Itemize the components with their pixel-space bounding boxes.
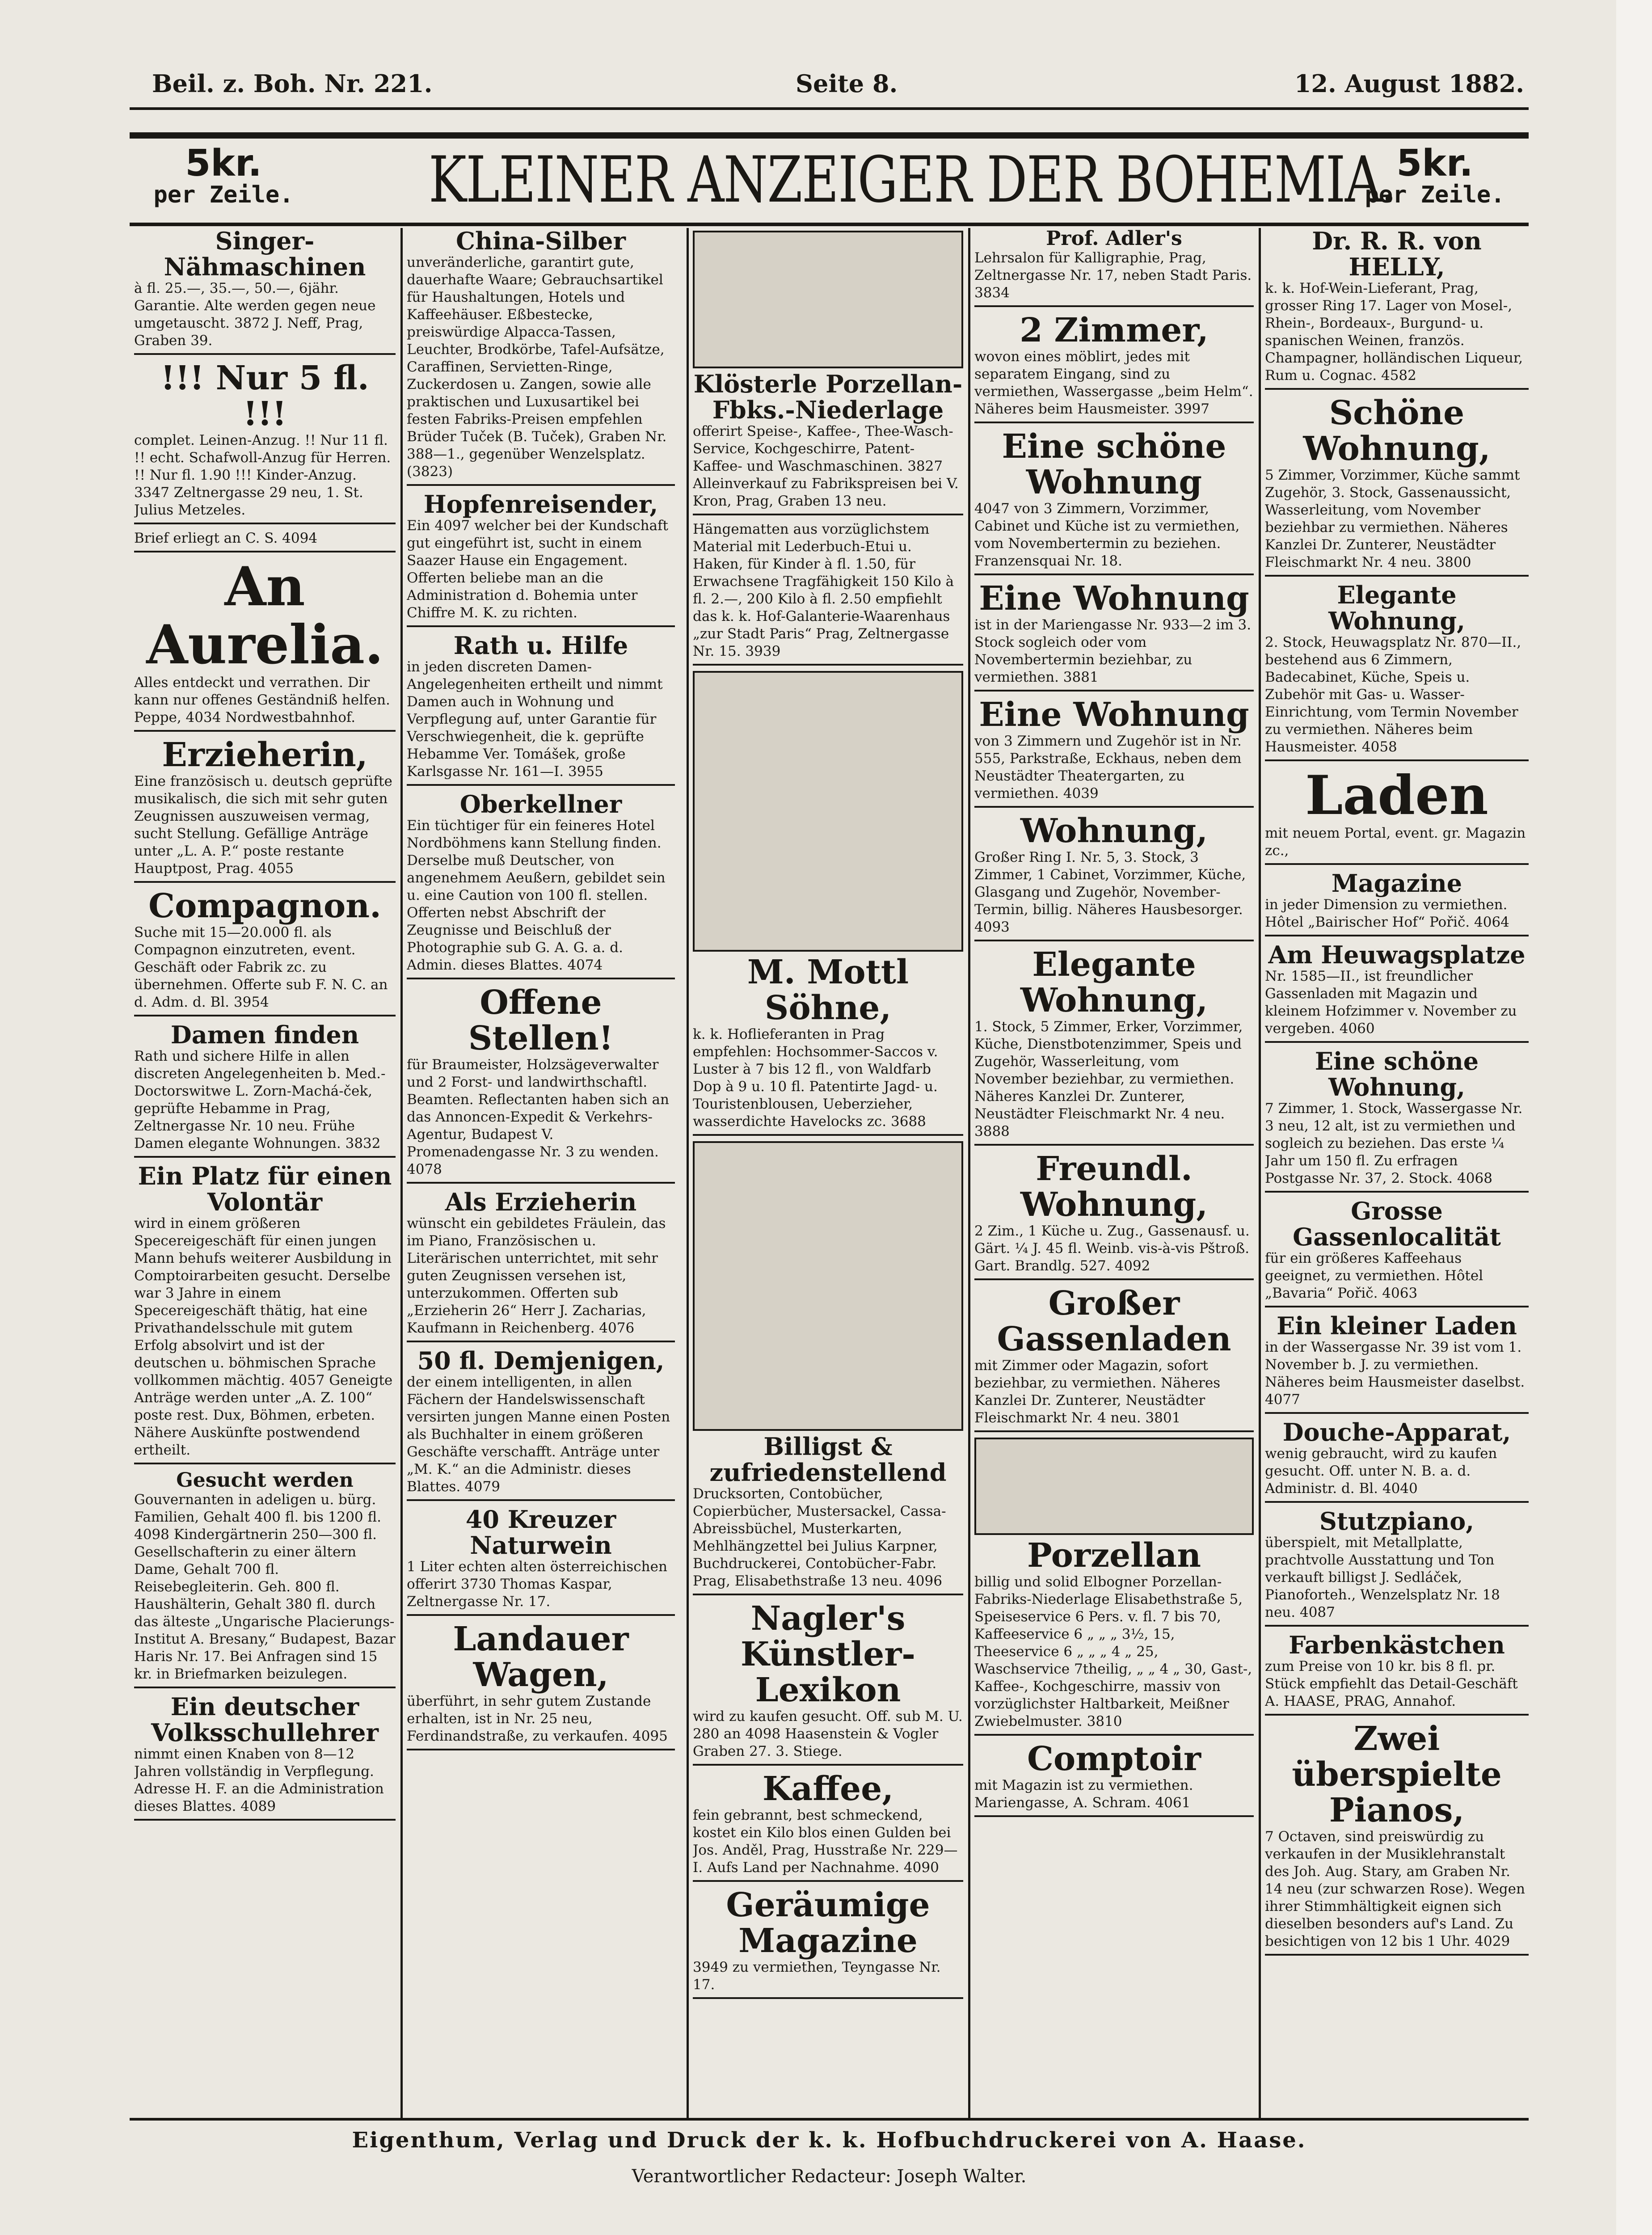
ad-separator: [407, 1614, 675, 1616]
ad-heading: Rath u. Hilfe: [453, 631, 628, 660]
ad-heading: Eine schöne Wohnung,: [1315, 1047, 1479, 1101]
ad-body: 1 Liter echten alten österreichischen offerirt 3730 Thomas Kaspar, Zeltnergasse Nr. 17.: [407, 1559, 667, 1610]
ad-separator: [693, 664, 963, 666]
ad-body: k. k. Hoflieferanten in Prag empfehlen: Hochsommer-Saccos v. Luster à 7 bis 12 fl., von Waldfarb Dop à 9 u. 10 fl. Patentirte Jagd- u. Touristenblousen, Ueberzieher, wasserdichte Havelocks zc. 3688: [693, 1026, 938, 1130]
ad-heading: Elegante Wohnung,: [1328, 581, 1465, 635]
classified-ad: [407, 228, 675, 486]
ad-separator: [693, 1997, 963, 1999]
ad-body: Lehrsalon für Kalligraphie, Prag, Zeltnergasse Nr. 17, neben Stadt Paris. 3834: [974, 250, 1252, 301]
ad-body: Rath und sichere Hilfe in allen discreten Angelegenheiten b. Med.-Doctorswitwe L. Zorn-Machá-ček, geprüfte Hebamme in Prag, Zeltnergasse Nr. 10 neu. Frühe Damen elegante Wohnungen. 3832: [134, 1048, 386, 1151]
ad-separator: [1265, 1041, 1529, 1043]
pot-illustration: [974, 1438, 1254, 1535]
classified-ad: [407, 1506, 675, 1616]
ad-separator: [134, 523, 396, 524]
ad-separator: [134, 353, 396, 355]
ad-heading: Singer-Nähmaschinen: [164, 228, 366, 281]
classified-ad: [134, 1022, 396, 1158]
ad-separator: [1265, 1501, 1529, 1503]
ad-separator: [1265, 1954, 1529, 1956]
ad-heading: Stutzpiano,: [1319, 1507, 1475, 1535]
ad-heading: Prof. Adler's: [1046, 228, 1182, 250]
classified-ad: [134, 737, 396, 883]
ad-separator: [1265, 863, 1529, 865]
column-divider: [687, 228, 689, 2119]
ad-body: 1. Stock, 5 Zimmer, Erker, Vorzimmer, Küche, Dienstbotenzimmer, Speis und Zugehör, Wasserleitung, vom November beziehbar, zu vermiethen. Näheres Kanzlei Dr. Zunterer, Neustädter Fleischmarkt Nr. 4 neu. 3888: [974, 1019, 1243, 1139]
classified-ad: [974, 697, 1254, 808]
classified-ad: [974, 1741, 1254, 1817]
header-date: 12. August 1882.: [1294, 69, 1524, 98]
ad-separator: [693, 1764, 963, 1766]
ad-heading: Als Erzieherin: [445, 1188, 637, 1216]
ad-heading: An Aurelia.: [146, 555, 384, 676]
ad-body: unveränderliche, garantirt gute, dauerhafte Waare; Gebrauchsartikel für Haushaltungen, Hotels und Kaffeehäuser. Eßbestecke, preiswürdige Alpacca-Tassen, Leuchter, Brodkörbe, Tafel-Aufsätze, Caraffinen, Servietten-Ringe, Zuckerdosen u. Zangen, sowie alle praktischen und Luxusartikel bei festen Fabriks-Preisen empfehlen Brüder Tuček (B. Tuček), Graben Nr. 388—1., gegenüber Wenzelsplatz. (3823): [407, 254, 667, 480]
ad-separator: [974, 940, 1254, 941]
ad-separator: [974, 1430, 1254, 1432]
ad-body: ist in der Mariengasse Nr. 933—2 im 3. Stock sogleich oder vom Novembertermin beziehbar, zu vermiethen. 3881: [974, 617, 1252, 685]
ad-heading: Compagnon.: [148, 887, 381, 925]
ad-body: mit neuem Portal, event. gr. Magazin zc.,: [1265, 825, 1526, 859]
ad-body: zum Preise von 10 kr. bis 8 fl. pr. Stück empfiehlt das Detail-Geschäft A. HAASE, PRAG, Annahof.: [1265, 1658, 1518, 1709]
classified-ad: [1265, 764, 1529, 865]
ad-body: 7 Zimmer, 1. Stock, Wassergasse Nr. 3 neu, 12 alt, ist zu vermiethen und sogleich zu beziehen. Das erste ¼ Jahr um 150 fl. Zu erfragen Postgasse Nr. 37, 2. Stock. 4068: [1265, 1101, 1523, 1186]
ad-body: mit Magazin ist zu vermiethen. Mariengasse, A. Schram. 4061: [974, 1777, 1193, 1811]
ad-body: Eine französisch u. deutsch geprüfte musikalisch, die sich mit sehr guten Zeugnissen auszuweisen vermag, sucht Stellung. Gefällige Anträge unter „L. A. P.“ poste restante Hauptpost, Prag. 4055: [134, 773, 392, 877]
ad-heading: Eine Wohnung: [979, 579, 1249, 618]
ad-separator: [1265, 759, 1529, 761]
classified-ad: [974, 429, 1254, 575]
ad-heading: Ein kleiner Laden: [1277, 1311, 1517, 1340]
ad-separator: [1265, 388, 1529, 390]
classified-ad: [693, 1771, 963, 1882]
ad-body: offerirt Speise-, Kaffee-, Thee-Wasch-Service, Kochgeschirre, Patent-Kaffee- und Waschmaschinen. 3827 Alleinverkauf zu Fabrikspreisen bei V. Kron, Prag, Graben 13 neu.: [693, 423, 959, 509]
ad-body: Drucksorten, Contobücher, Copierbücher, Mustersackel, Cassa-Abreissbüchel, Musterkarten, Mehlhängzettel bei Julius Karpner, Buchdruckerei, Contobücher-Fabr. Prag, Elisabethstraße 13 neu. 4096: [693, 1486, 946, 1589]
ad-separator: [974, 1815, 1254, 1817]
classified-ad: [974, 581, 1254, 692]
ad-body: wird in einem größeren Specereigeschäft für einen jungen Mann behufs weiterer Ausbildung in Comptoirarbeiten gesucht. Derselbe war 3 Jahre in einem Specereigeschäft thätig, hat eine Privathandelsschule mit gutem Erfolg absolvirt und ist der deutschen u. böhmischen Sprache vollkommen mächtig. 4057 Geneigte Anträge werden unter „A. Z. 100“ poste rest. Dux, Böhmen, erbeten. Nähere Auskünfte postwendend ertheilt.: [134, 1215, 393, 1458]
classified-ad: [134, 228, 396, 355]
ad-body: mit Zimmer oder Magazin, sofort beziehbar, zu vermiethen. Näheres Kanzlei Dr. Zunterer, Neustädter Fleischmarkt Nr. 4 neu. 3801: [974, 1358, 1221, 1426]
classified-ad: [1265, 1419, 1529, 1503]
ad-body: wird zu kaufen gesucht. Off. sub M. U. 280 an 4098 Haasenstein & Vogler Graben 27. 3. Stiege.: [693, 1708, 963, 1759]
ad-body: in der Wassergasse Nr. 39 ist vom 1. November b. J. zu vermiethen. Näheres beim Hausmeister daselbst. 4077: [1265, 1339, 1525, 1408]
ad-body: überführt, in sehr gutem Zustande erhalten, ist in Nr. 25 neu, Ferdinandstraße, zu verkaufen. 4095: [407, 1693, 668, 1744]
ad-body: Hängematten aus vorzüglichstem Material mit Lederbuch-Etui u. Haken, für Kinder à fl. 1.50, für Erwachsene Tragfähigkeit 150 Kilo à fl. 2.—, 200 Kilo à fl. 2.50 empfiehlt das k. k. Hof-Galanterie-Waarenhaus „zur Stadt Paris“ Prag, Zeltnergasse Nr. 15. 3939: [693, 521, 954, 659]
ad-separator: [407, 484, 675, 486]
ad-body: für ein größeres Kaffeehaus geeignet, zu vermiethen. Hôtel „Bavaria“ Pořič. 4063: [1265, 1250, 1483, 1301]
ad-separator: [1265, 575, 1529, 577]
ad-separator: [407, 978, 675, 979]
ad-heading: Am Heuwagsplatze: [1268, 940, 1526, 969]
ad-body: in jeden discreten Damen-Angelegenheiten ertheilt und nimmt Damen auch in Wohnung und Verpflegung auf, unter Garantie für Verschwiegenheit, die k. geprüfte Hebamme Ver. Tomášek, große Karlsgasse Nr. 161—I. 3955: [407, 659, 663, 780]
classified-ad: [134, 360, 396, 524]
ad-body: billig und solid Elbogner Porzellan-Fabriks-Niederlage Elisabethstraße 5, Speiseservice 6 Pers. v. fl. 7 bis 70, Kaffeeservice 6 „ „ „ 3½, 15, Theeservice 6 „ „ „ 4 „ 25, Waschservice 7theilig, „ „ 4 „ 30, Gast-, Kaffee-, Kochgeschirre, massiv von vorzüglichster Haltbarkeit, Meißner Zwiebelmuster. 3810: [974, 1574, 1252, 1729]
ad-heading: Grosse Gassenlocalität: [1293, 1197, 1501, 1251]
ad-heading: Eine Wohnung: [979, 696, 1249, 734]
ad-heading: Ein Platz für einen Volontär: [138, 1162, 392, 1216]
man-illustration: [693, 671, 963, 952]
ad-separator: [134, 730, 396, 732]
header-issue: Beil. z. Boh. Nr. 221.: [152, 69, 433, 98]
ad-separator: [407, 1341, 675, 1342]
ad-body: 7 Octaven, sind preiswürdig zu verkaufen in der Musiklehranstalt des Joh. Aug. Stary, am Graben Nr. 14 neu (zur schwarzen Rose). Wegen ihrer Stimmhältigkeit eignen sich dieselben besonders auf's Land. Zu besichtigen von 12 bis 1 Uhr. 4029: [1265, 1829, 1525, 1949]
ad-heading: Freundl. Wohnung,: [1020, 1150, 1208, 1224]
classified-ad: [407, 1348, 675, 1501]
ad-separator: [407, 784, 675, 786]
ad-body: Gouvernanten in adeligen u. bürg. Familien, Gehalt 400 fl. bis 1200 fl. 4098 Kindergärtnerin 250—300 fl. Gesellschafterin zu einer ältern Dame, Gehalt 700 fl. Reisebegleiterin. Geh. 800 fl. Haushälterin, Gehalt 380 fl. durch das älteste „Ungarische Placierungs-Institut A. Bresany,“ Budapest, Bazar Haris Nr. 17. Bei Anfragen sind 15 kr. in Briefmarken beizulegen.: [134, 1492, 396, 1682]
ad-heading: Dr. R. R. von HELLY,: [1312, 228, 1482, 281]
ad-body: Ein 4097 welcher bei der Kundschaft gut eingeführt ist, sucht in einem Saazer Hause ein Engagement. Offerten beliebe man an die Administration d. Bohemia unter Chiffre M. K. zu richten.: [407, 518, 668, 621]
ad-heading: Billigst & zufriedenstellend: [709, 1432, 947, 1487]
ad-body: nimmt einen Knaben von 8—12 Jahren vollständig in Verpflegung. Adresse H. F. an die Administration dieses Blattes. 4089: [134, 1746, 384, 1814]
ad-separator: [974, 1734, 1254, 1736]
classified-ad: [693, 671, 963, 1136]
classified-ad: [1265, 395, 1529, 577]
ad-body: für Braumeister, Holzsägeverwalter und 2 Forst- und landwirthschaftl. Beamten. Reflectanten haben sich an das Annoncen-Expedit & Verkehrs-Agentur, Budapest V. Promenadengasse Nr. 3 zu wenden. 4078: [407, 1057, 669, 1177]
ad-column: [974, 228, 1254, 2114]
ad-separator: [974, 1278, 1254, 1280]
ad-body: Ein tüchtiger für ein feineres Hotel Nordböhmens kann Stellung finden. Derselbe muß Deutscher, von angenehmem Aeußern, gebildet sein u. eine Caution von 100 fl. stellen. Offerten nebst Abschrift der Zeugnisse und Beischluß der Photographie sub G. A. G. a. d. Admin. dieses Blattes. 4074: [407, 818, 666, 973]
header-page-number: Seite 8.: [796, 69, 898, 98]
ad-heading: Eine schöne Wohnung: [1002, 427, 1226, 502]
books-illustration: [693, 1141, 963, 1431]
ad-body: à fl. 25.—, 35.—, 50.—, 6jähr. Garantie. Alte werden gegen neue umgetauscht. 3872 J. Neff, Prag, Graben 39.: [134, 280, 376, 349]
ad-heading: Farbenkästchen: [1289, 1631, 1505, 1659]
classified-ad: [1265, 942, 1529, 1043]
ad-heading: M. Mottl Söhne,: [747, 953, 909, 1027]
ad-heading: 50 fl. Demjenigen,: [417, 1346, 665, 1375]
ad-separator: [407, 625, 675, 627]
ad-body: Suche mit 15—20.000 fl. als Compagnon einzutreten, event. Geschäft oder Fabrik zc. zu übernehmen. Offerte sub F. N. C. an d. Adm. d. Bl. 3954: [134, 924, 388, 1010]
ad-body: 2 Zim., 1 Küche u. Zug., Gassenausf. u. Gärt. ¼ J. 45 fl. Weinb. vis-à-vis Pštroß. Gart. Brandlg. 527. 4092: [974, 1223, 1250, 1274]
classified-ad: [134, 1470, 396, 1688]
ad-heading: Nagler's Künstler-Lexikon: [740, 1599, 916, 1709]
classified-ad: [407, 791, 675, 979]
ad-separator: [134, 1687, 396, 1688]
column-divider: [1259, 228, 1261, 2119]
ad-separator: [974, 422, 1254, 423]
classified-ad: [407, 1189, 675, 1342]
ad-heading: China-Silber: [455, 228, 626, 255]
ad-heading: Kaffee,: [763, 1770, 893, 1808]
ad-heading: Offene Stellen!: [468, 983, 614, 1058]
ad-body: wovon eines möblirt, jedes mit separatem Eingang, sind zu vermiethen, Wassergasse „beim Helm“. Näheres beim Hausmeister. 3997: [974, 349, 1253, 417]
ad-separator: [1265, 1306, 1529, 1307]
ad-separator: [693, 1594, 963, 1595]
classified-ad: [407, 1621, 675, 1750]
ad-separator: [693, 1880, 963, 1882]
classified-ad: [974, 947, 1254, 1146]
classified-ad: [134, 1694, 396, 1821]
ad-separator: [1265, 935, 1529, 936]
ad-heading: Laden: [1305, 764, 1488, 827]
ad-separator: [1265, 1412, 1529, 1414]
ad-body: Großer Ring I. Nr. 5, 3. Stock, 3 Zimmer, 1 Cabinet, Vorzimmer, Küche, Glasgang und Zugehör, November-Termin, billig. Näheres Hausbesorger. 4093: [974, 849, 1246, 935]
imprint: [130, 2128, 1529, 2187]
ad-separator: [407, 1182, 675, 1184]
ad-separator: [693, 514, 963, 515]
price-right: 5kr. per Zeile.: [1365, 142, 1505, 208]
ad-separator: [693, 1134, 963, 1136]
ad-heading: Damen finden: [170, 1021, 359, 1049]
classified-ad: [1265, 870, 1529, 936]
classified-ad: [1265, 1632, 1529, 1716]
ad-heading: Wohnung,: [1020, 812, 1208, 850]
ad-body: Nr. 1585—II., ist freundlicher Gassenladen mit Magazin und kleinem Hofzimmer v. November zu vergeben. 4060: [1265, 968, 1517, 1037]
ad-separator: [134, 881, 396, 883]
ad-body: der einem intelligenten, in allen Fächern der Handelswissenschaft versirten jungen Manne einen Posten als Buchhalter in einem größeren Geschäfte verschafft. Anträge unter „M. K.“ an die Administr. dieses Blattes. 4079: [407, 1374, 670, 1495]
classified-ad: [1265, 1313, 1529, 1414]
ad-heading: Erzieherin,: [162, 736, 368, 774]
ad-heading: Porzellan: [1027, 1536, 1201, 1575]
classified-ad: [1265, 1048, 1529, 1193]
hammock-illustration: [693, 231, 963, 368]
ad-heading: Klösterle Porzellan-Fbks.-Niederlage: [693, 370, 963, 424]
classified-ad: [974, 1438, 1254, 1736]
classified-ad: [693, 231, 963, 515]
ad-heading: 2 Zimmer,: [1020, 311, 1209, 350]
ad-heading: Douche-Apparat,: [1282, 1418, 1511, 1446]
classified-ad: [693, 1887, 963, 1999]
banner-title: KLEINER ANZEIGER DER BOHEMIA.: [429, 143, 1396, 217]
imprint-editor: Verantwortlicher Redacteur: Joseph Walter.: [632, 2166, 1027, 2187]
classified-ad: [1265, 582, 1529, 761]
ad-separator: [407, 1749, 675, 1750]
classified-ad: [134, 530, 396, 552]
classified-ad: [134, 555, 396, 732]
page-header: [152, 69, 1524, 105]
classified-ad: [407, 985, 675, 1184]
classified-ad: [974, 1151, 1254, 1280]
classified-ad: [1265, 228, 1529, 390]
ad-separator: [134, 1015, 396, 1016]
classified-ad: [407, 491, 675, 627]
classified-ad: [1265, 1198, 1529, 1307]
banner: [130, 143, 1529, 219]
ad-separator: [974, 574, 1254, 575]
ad-heading: Hopfenreisender,: [423, 490, 658, 519]
classified-ad: [134, 888, 396, 1016]
ad-separator: [1265, 1714, 1529, 1716]
ad-separator: [134, 1819, 396, 1821]
ad-heading: !!! Nur 5 fl. !!!: [160, 359, 369, 433]
ad-body: 4047 von 3 Zimmern, Vorzimmer, Cabinet und Küche ist zu vermiethen, vom Novembertermin zu beziehen. Franzensquai Nr. 18.: [974, 501, 1240, 569]
classified-ad: [974, 813, 1254, 941]
classified-ad: [1265, 1721, 1529, 1956]
ad-column: [407, 228, 675, 2114]
ad-body: 5 Zimmer, Vorzimmer, Küche sammt Zugehör, 3. Stock, Gassenaussicht, Wasserleitung, vom November beziehbar zu vermiethen. Näheres Kanzlei Dr. Zunterer, Neustädter Fleischmarkt Nr. 4 neu. 3800: [1265, 467, 1520, 570]
ad-body: 2. Stock, Heuwagsplatz Nr. 870—II., bestehend aus 6 Zimmern, Badecabinet, Küche, Speis u. Zubehör mit Gas- u. Wasser-Einrichtung, vom Termin November zu vermiethen. Näheres beim Hausmeister. 4058: [1265, 634, 1521, 755]
ad-heading: Zwei überspielte Pianos,: [1292, 1720, 1502, 1830]
ad-separator: [407, 1499, 675, 1501]
ad-heading: Comptoir: [1027, 1740, 1201, 1778]
price-left: 5kr. per Zeile.: [153, 142, 294, 208]
ad-separator: [974, 806, 1254, 808]
ad-heading: 40 Kreuzer Naturwein: [465, 1505, 616, 1560]
ad-body: in jeder Dimension zu vermiethen. Hôtel „Bairischer Hof“ Pořič. 4064: [1265, 897, 1509, 930]
ad-separator: [1265, 1625, 1529, 1627]
ad-column: [1265, 228, 1529, 2114]
classified-ad: [134, 1163, 396, 1464]
ad-heading: Schöne Wohnung,: [1303, 394, 1491, 468]
header-rule: [130, 107, 1529, 110]
ad-separator: [1265, 1191, 1529, 1193]
classified-ad: [974, 228, 1254, 307]
classified-ad: [1265, 1508, 1529, 1627]
ad-body: complet. Leinen-Anzug. !! Nur 11 fl. !! echt. Schafwoll-Anzug für Herren. !! Nur fl. 1.90 !!! Kinder-Anzug. 3347 Zeltnergasse 29 neu, 1. St. Julius Metzeles.: [134, 432, 391, 518]
ad-heading: Großer Gassenladen: [997, 1284, 1231, 1358]
ad-heading: Magazine: [1331, 869, 1462, 898]
ad-separator: [134, 551, 396, 552]
ad-separator: [134, 1156, 396, 1158]
ad-body: wenig gebraucht, wird zu kaufen gesucht. Off. unter N. B. a. d. Administr. d. Bl. 4040: [1265, 1446, 1497, 1497]
column-divider: [400, 228, 403, 2119]
banner-bottom-rule: [130, 223, 1529, 226]
ad-separator: [974, 1144, 1254, 1146]
column-divider: [968, 228, 970, 2119]
ad-separator: [974, 305, 1254, 307]
imprint-publisher: Eigenthum, Verlag und Druck der k. k. Hofbuchdruckerei von A. Haase.: [352, 2128, 1306, 2153]
ad-heading: Gesucht werden: [176, 1469, 354, 1492]
classified-ad: [693, 1601, 963, 1766]
classified-ad: [693, 1141, 963, 1595]
ad-separator: [134, 1463, 396, 1464]
ad-body: überspielt, mit Metallplatte, prachtvolle Ausstattung und Ton verkauft billigst J. Sedláček, Pianoforteh., Wenzelsplatz Nr. 18 neu. 4087: [1265, 1535, 1500, 1620]
ad-heading: Geräumige Magazine: [726, 1886, 930, 1960]
ad-heading: Ein deutscher Volksschullehrer: [151, 1692, 379, 1747]
classified-ad: [693, 521, 963, 666]
ad-heading: Landauer Wagen,: [453, 1620, 629, 1694]
ad-body: 3949 zu vermiethen, Teyngasse Nr. 17.: [693, 1959, 941, 1993]
ad-body: Brief erliegt an C. S. 4094: [134, 530, 318, 546]
footer-rule: [130, 2118, 1529, 2121]
ad-heading: Oberkellner: [459, 790, 622, 818]
banner-top-rule: [130, 132, 1529, 139]
ad-body: von 3 Zimmern und Zugehör ist in Nr. 555, Parkstraße, Eckhaus, neben dem Neustädter Theatergarten, zu vermiethen. 4039: [974, 733, 1242, 801]
ad-body: wünscht ein gebildetes Fräulein, das im Piano, Französischen u. Literärischen unterrichtet, mit sehr guten Zeugnissen versehen ist, unterzukommen. Offerten sub „Erzieherin 26“ Herr J. Zacharias, Kaufmann in Reichenberg. 4076: [407, 1215, 666, 1336]
classified-ad: [407, 633, 675, 786]
classified-ad: [974, 312, 1254, 423]
ad-separator: [974, 690, 1254, 692]
page-edge: [1616, 0, 1652, 2235]
ad-column: [134, 228, 396, 2114]
ad-heading: Elegante Wohnung,: [1020, 945, 1208, 1020]
ad-body: Alles entdeckt und verrathen. Dir kann nur offenes Geständniß helfen. Peppe, 4034 Nordwestbahnhof.: [134, 675, 390, 725]
classified-ad: [974, 1286, 1254, 1432]
ad-column: [693, 228, 963, 2114]
ad-body: fein gebrannt, best schmeckend, kostet ein Kilo blos einen Gulden bei Jos. Anděl, Prag, Husstraße Nr. 229—I. Aufs Land per Nachnahme. 4090: [693, 1807, 958, 1876]
ad-body: k. k. Hof-Wein-Lieferant, Prag, grosser Ring 17. Lager von Mosel-, Rhein-, Bordeaux-, Burgund- u. spanischen Weinen, französ. Champagner, holländischen Liqueur, Rum u. Cognac. 4582: [1265, 280, 1523, 384]
